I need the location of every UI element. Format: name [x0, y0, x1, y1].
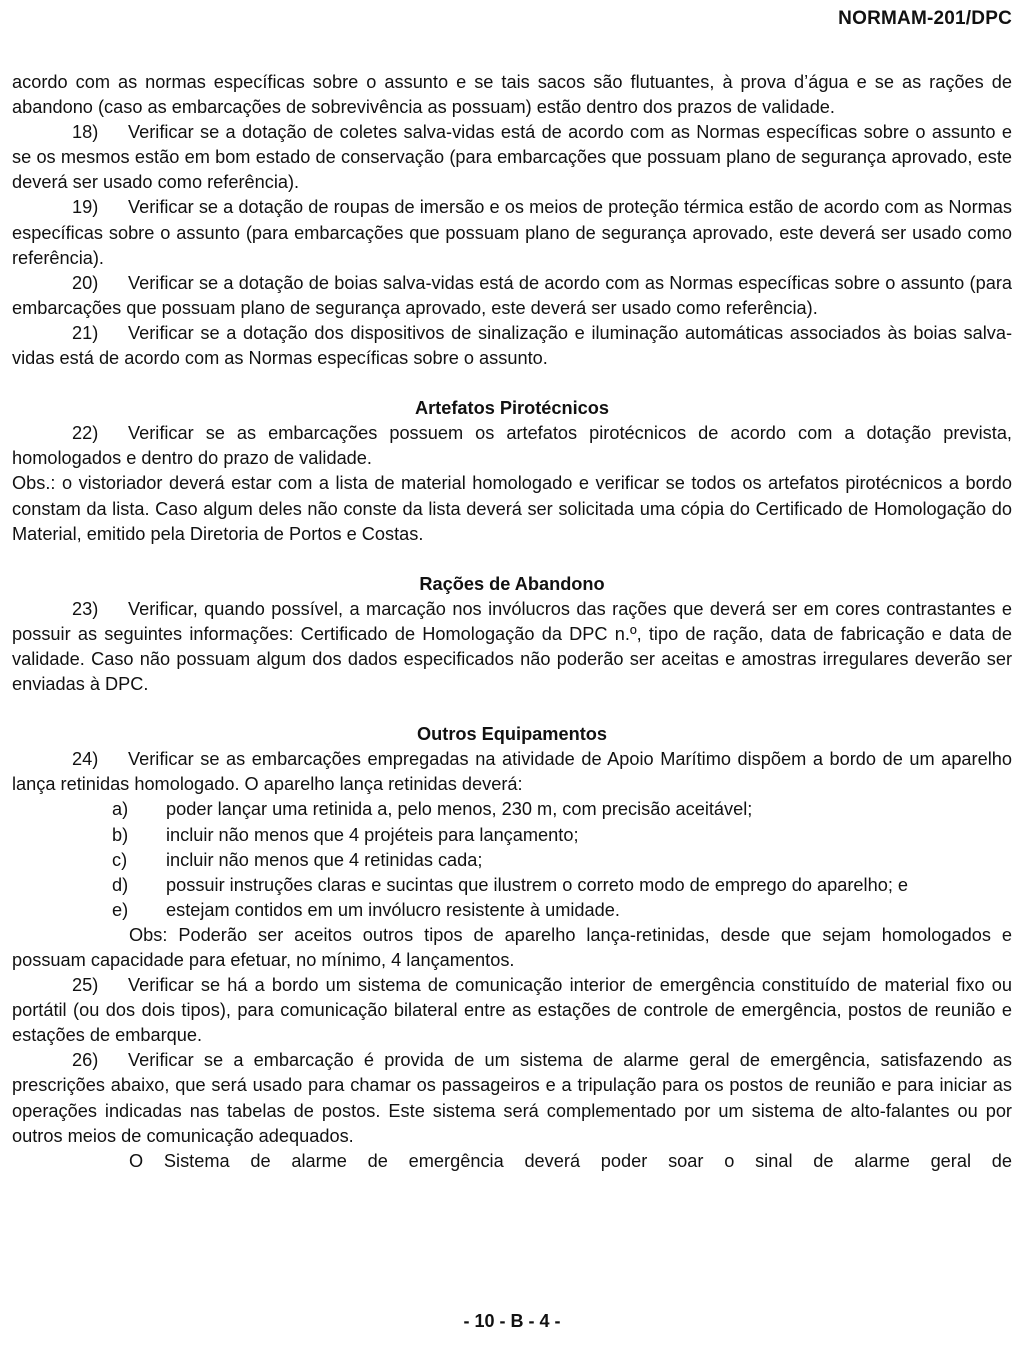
list-item-b: [12, 823, 1012, 848]
item-number: 25): [72, 975, 99, 996]
item-number: 22): [72, 423, 99, 444]
document-body: [12, 70, 1012, 1174]
list-item-text: incluir não menos que 4 retinidas cada;: [166, 849, 483, 870]
paragraph-18: [12, 120, 1012, 195]
paragraph-19: [12, 195, 1012, 270]
list-item-text: estejam contidos em um invólucro resistente à umidade.: [166, 899, 620, 920]
document-id-header: NORMAM-201/DPC: [838, 8, 1012, 29]
item-number: 20): [72, 272, 99, 293]
paragraph-text: Verificar se a dotação de coletes salva-vidas está de acordo com as Normas específicas sobre o assunto e se os mesmos estão em bom estado de conservação (para embarcações que possuam plano de segurança aprovado, este deverá ser usado como referência).: [12, 122, 1012, 193]
item-number: 24): [72, 749, 99, 770]
paragraph-21: [12, 321, 1012, 371]
item-number: 21): [72, 322, 99, 343]
list-item-label: a): [112, 799, 129, 820]
paragraph-text: Verificar se a embarcação é provida de um sistema de alarme geral de emergência, satisfazendo as prescrições abaixo, que será usado para chamar os passageiros e a tripulação para os postos de reunião e para iniciar as operações indicadas nas tabelas de postos. Este sistema será complementado por um sistema de alto-falantes ou por outros meios de comunicação adequados.: [12, 1050, 1012, 1146]
paragraph-text: Verificar se as embarcações possuem os artefatos pirotécnicos de acordo com a dotação prevista, homologados e dentro do prazo de validade.: [12, 423, 1012, 469]
paragraph-text: Verificar se há a bordo um sistema de comunicação interior de emergência constituído de material fixo ou portátil (ou dos dois tipos), para comunicação bilateral entre as estações de controle de emergência, postos de reunião e estações de embarque.: [12, 975, 1012, 1046]
list-item-e: [12, 898, 1012, 923]
paragraph-continuation: acordo com as normas específicas sobre o assunto e se tais sacos são flutuantes, à prova d’água e se as rações de abandono (caso as embarcações de sobrevivência as possuam) estão dentro dos prazos de validade.: [12, 72, 1012, 118]
list-item-text: possuir instruções claras e sucintas que ilustrem o correto modo de emprego do aparelho; e: [166, 874, 909, 895]
paragraph-25: [12, 973, 1012, 1048]
item-number: 23): [72, 598, 99, 619]
paragraph-23: [12, 597, 1012, 697]
paragraph-26: [12, 1048, 1012, 1148]
list-item-text: incluir não menos que 4 projéteis para lançamento;: [166, 824, 579, 845]
observation-24: Obs: Poderão ser aceitos outros tipos de aparelho lança-retinidas, desde que sejam homologados e possuam capacidade para efetuar, no mínimo, 4 lançamentos.: [12, 924, 1012, 970]
page-number: - 10 - B - 4 -: [463, 1311, 561, 1331]
list-item-label: e): [112, 899, 129, 920]
paragraph-26-continuation: O Sistema de alarme de emergência deverá poder soar o sinal de alarme geral de: [129, 1150, 1012, 1171]
list-item-label: d): [112, 874, 129, 895]
paragraph-text: Verificar, quando possível, a marcação nos invólucros das rações que deverá ser em cores contrastantes e possuir as seguintes informações: Certificado de Homologação da DPC n.º, tipo de ração, data de fabricação e data de validade. Caso não possuam algum dos dados especificados não poderão ser aceitas e amostras irregulares deverão ser enviadas à DPC.: [12, 598, 1012, 695]
item-number: 26): [72, 1050, 99, 1071]
paragraph-24: [12, 747, 1012, 797]
list-item-label: b): [112, 824, 129, 845]
paragraph-text: Verificar se a dotação de boias salva-vidas está de acordo com as Normas específicas sobre o assunto (para embarcações que possuam plano de segurança aprovado, este deverá ser usado como referência).: [12, 272, 1012, 318]
paragraph-22: [12, 421, 1012, 471]
list-item-d: [12, 873, 1012, 898]
item-number: 18): [72, 122, 99, 143]
paragraph-20: [12, 271, 1012, 321]
list-item-c: [12, 848, 1012, 873]
list-item-a: [12, 797, 1012, 822]
item-number: 19): [72, 197, 99, 218]
list-item-label: c): [112, 849, 128, 870]
section-title-other-equipment: Outros Equipamentos: [417, 724, 607, 745]
paragraph-text: Verificar se as embarcações empregadas na atividade de Apoio Marítimo dispõem a bordo de um aparelho lança retinidas homologado. O aparelho lança retinidas deverá:: [12, 749, 1012, 795]
observation-22: Obs.: o vistoriador deverá estar com a lista de material homologado e verificar se todos os artefatos pirotécnicos a bordo constam da lista. Caso algum deles não conste da lista deverá ser solicitada uma cópia do Certificado de Homologação do Material, emitido pela Diretoria de Portos e Costas.: [12, 473, 1012, 544]
section-title-pyrotechnics: Artefatos Pirotécnicos: [414, 398, 610, 419]
paragraph-text: Verificar se a dotação de roupas de imersão e os meios de proteção térmica estão de acordo com as Normas específicas sobre o assunto (para embarcações que possuam plano de segurança aprovado, este deverá ser usado como referência).: [12, 197, 1012, 268]
section-title-rations: Rações de Abandono: [419, 573, 605, 594]
list-item-text: poder lançar uma retinida a, pelo menos, 230 m, com precisão aceitável;: [166, 799, 753, 820]
paragraph-text: Verificar se a dotação dos dispositivos de sinalização e iluminação automáticas associados às boias salva-vidas está de acordo com as Normas específicas sobre o assunto.: [12, 322, 1012, 369]
